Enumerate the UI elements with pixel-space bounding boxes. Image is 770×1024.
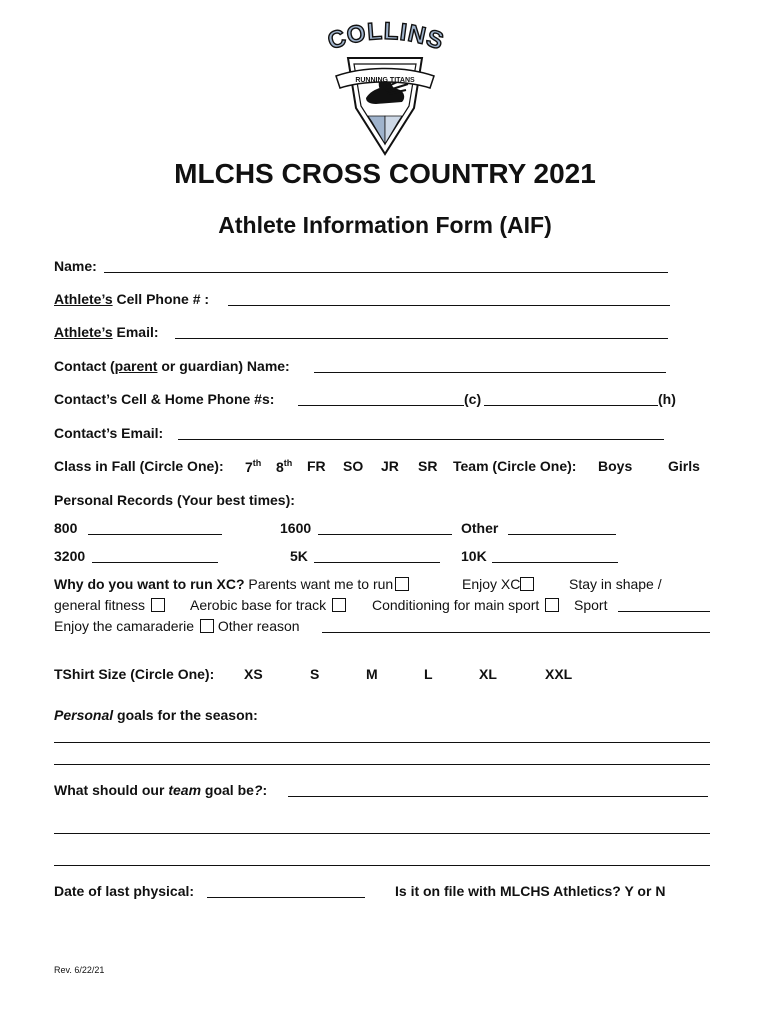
- why-option-enjoy: [462, 576, 534, 592]
- why-checkbox-conditioning[interactable]: [545, 598, 559, 612]
- team-goal-c: goal be: [201, 782, 254, 798]
- physical-label: Date of last physical:: [54, 883, 195, 899]
- contact-name-label: [54, 358, 290, 374]
- team-goal-line-1[interactable]: [288, 782, 708, 797]
- why-option-aerobic-label: Aerobic base for track: [190, 597, 327, 613]
- contact-name-a: Contact (: [54, 358, 115, 374]
- record-5k-line[interactable]: [314, 548, 440, 563]
- team-option-girls[interactable]: Girls: [668, 458, 700, 474]
- why-option-camaraderie: Enjoy the camaraderie: [54, 618, 195, 634]
- team-goal-line-3[interactable]: [54, 851, 710, 866]
- why-row-2: [54, 597, 165, 613]
- cell-marker: (c): [464, 391, 482, 407]
- why-option-aerobic: [190, 597, 346, 613]
- cell-phone-label: [54, 291, 209, 307]
- why-checkbox-camaraderie[interactable]: [200, 619, 214, 633]
- page-subtitle: Athlete Information Form (AIF): [218, 212, 552, 238]
- team-option-boys[interactable]: Boys: [598, 458, 633, 474]
- why-checkbox-parents[interactable]: [395, 577, 409, 591]
- why-option-other: Other reason: [213, 618, 300, 634]
- svg-text:COLLINS: [324, 18, 447, 56]
- class-option-7th[interactable]: 7th: [245, 458, 262, 475]
- tshirt-size-xl[interactable]: XL: [479, 666, 497, 682]
- team-goal-label: [54, 782, 267, 798]
- team-goal-emph: team: [168, 782, 202, 798]
- logo-word: COLLINS: [324, 18, 448, 56]
- contact-home-line[interactable]: [484, 391, 658, 406]
- personal-goals-line-2[interactable]: [54, 750, 710, 765]
- collins-logo: [310, 18, 460, 158]
- name-label: Name:: [54, 258, 97, 274]
- cell-phone-label-rest: Cell Phone # :: [112, 291, 210, 307]
- class-label: Class in Fall (Circle One):: [54, 458, 224, 474]
- name-line[interactable]: [104, 258, 668, 273]
- class-option-fr[interactable]: FR: [307, 458, 326, 474]
- contact-name-b: parent: [114, 358, 158, 374]
- why-option-shape: Stay in shape /: [569, 576, 662, 592]
- why-option-conditioning-label: Conditioning for main sport: [372, 597, 540, 613]
- record-1600-label: 1600: [280, 520, 312, 536]
- tshirt-size-s[interactable]: S: [310, 666, 320, 682]
- tshirt-size-xxl[interactable]: XXL: [545, 666, 573, 682]
- contact-cell-line[interactable]: [298, 391, 464, 406]
- home-marker: (h): [658, 391, 676, 407]
- why-row-3: [54, 618, 300, 634]
- record-800-label: 800: [54, 520, 78, 536]
- email-label: [54, 324, 159, 340]
- why-sport-line[interactable]: [618, 597, 710, 612]
- team-goal-line-2[interactable]: [54, 819, 710, 834]
- class-option-8th[interactable]: 8th: [276, 458, 293, 475]
- record-5k-label: 5K: [290, 548, 308, 564]
- contact-name-c: or guardian) Name:: [157, 358, 290, 374]
- physical-date-line[interactable]: [207, 883, 365, 898]
- tshirt-size-l[interactable]: L: [424, 666, 433, 682]
- contact-email-line[interactable]: [178, 425, 664, 440]
- why-checkbox-aerobic[interactable]: [332, 598, 346, 612]
- why-question: Why do you want to run XC?: [54, 576, 245, 592]
- record-10k-label: 10K: [461, 548, 487, 564]
- why-option-enjoy-label: Enjoy XC: [462, 576, 521, 592]
- revision-note: Rev. 6/22/21: [54, 965, 105, 975]
- record-800-line[interactable]: [88, 520, 222, 535]
- record-1600-line[interactable]: [318, 520, 452, 535]
- cell-phone-line[interactable]: [228, 291, 670, 306]
- logo-banner-text: RUNNING TITANS: [355, 77, 415, 84]
- class-option-so[interactable]: SO: [343, 458, 364, 474]
- team-goal-a: What should our: [54, 782, 169, 798]
- record-10k-line[interactable]: [492, 548, 618, 563]
- why-checkbox-fitness[interactable]: [151, 598, 165, 612]
- team-goal-qmark: ?: [253, 782, 263, 798]
- team-goal-colon: :: [262, 782, 268, 798]
- team-label: Team (Circle One):: [453, 458, 577, 474]
- why-checkbox-enjoy[interactable]: [520, 577, 534, 591]
- personal-goals-rest: goals for the season:: [113, 707, 258, 723]
- records-heading: Personal Records (Your best times):: [54, 492, 295, 508]
- email-line[interactable]: [175, 324, 668, 339]
- why-row-1: [54, 576, 409, 592]
- record-3200-label: 3200: [54, 548, 86, 564]
- tshirt-label: TShirt Size (Circle One):: [54, 666, 215, 682]
- personal-goals-line-1[interactable]: [54, 728, 710, 743]
- contact-email-label: Contact’s Email:: [54, 425, 164, 441]
- cell-phone-label-prefix: Athlete’s: [54, 291, 113, 307]
- tshirt-size-xs[interactable]: XS: [244, 666, 263, 682]
- contact-name-line[interactable]: [314, 358, 666, 373]
- physical-on-file: Is it on file with MLCHS Athletics? Y or N: [395, 883, 666, 899]
- record-3200-line[interactable]: [92, 548, 218, 563]
- why-option-conditioning: [372, 597, 559, 613]
- why-option-parents: Parents want me to run: [244, 576, 394, 592]
- why-option-fitness: general fitness: [54, 597, 146, 613]
- record-other-label: Other: [461, 520, 499, 536]
- email-label-prefix: Athlete’s: [54, 324, 113, 340]
- why-option-sport: Sport: [574, 597, 608, 613]
- personal-goals-label: [54, 707, 258, 723]
- email-label-rest: Email:: [112, 324, 159, 340]
- class-option-jr[interactable]: JR: [381, 458, 399, 474]
- contact-phones-label: Contact’s Cell & Home Phone #s:: [54, 391, 275, 407]
- tshirt-size-m[interactable]: M: [366, 666, 378, 682]
- class-option-sr[interactable]: SR: [418, 458, 438, 474]
- personal-goals-emph: Personal: [54, 707, 114, 723]
- page-title: MLCHS CROSS COUNTRY 2021: [174, 158, 596, 189]
- record-other-line[interactable]: [508, 520, 616, 535]
- why-other-line[interactable]: [322, 618, 710, 633]
